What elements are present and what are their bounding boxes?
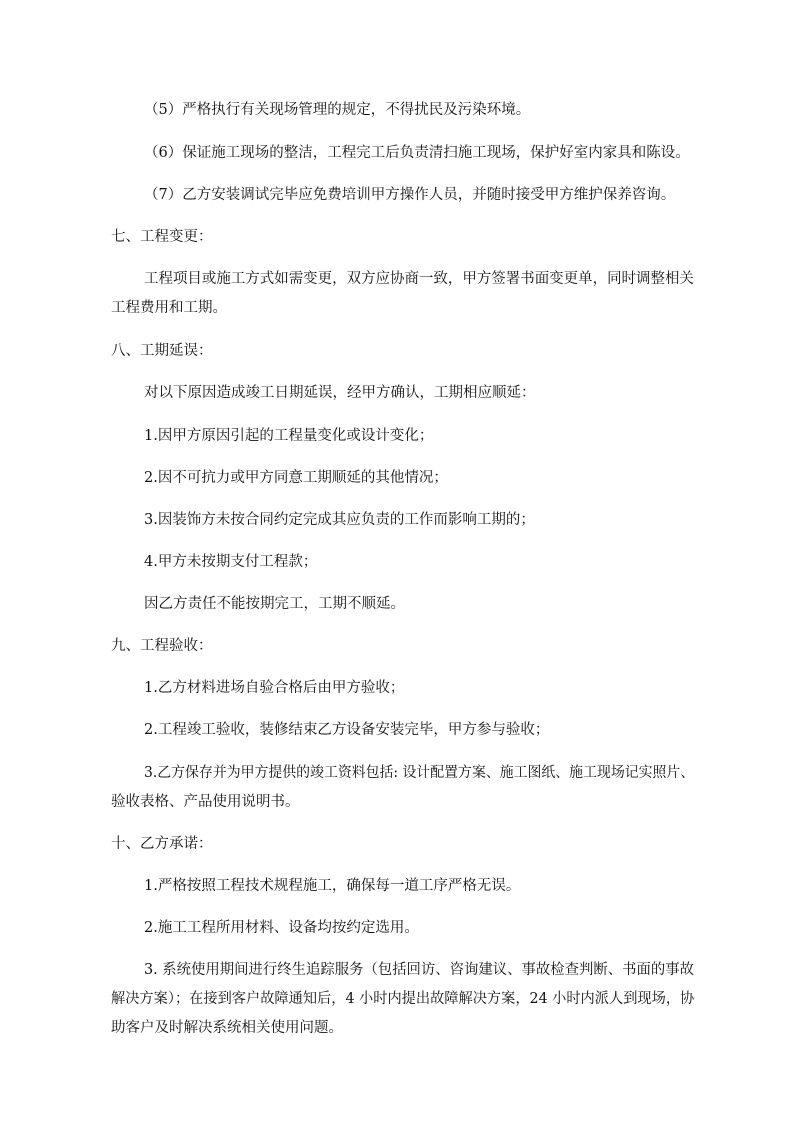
section7-body-line1: 工程项目或施工方式如需变更，双方应协商一致，甲方签署书面变更单，同时调整相关 (144, 271, 694, 287)
section8-heading: 八、工期延误： (111, 343, 213, 359)
section6-item-6: （6）保证施工现场的整洁，工程完工后负责清扫施工现场，保护好室内家具和陈设。 (144, 145, 690, 161)
section8-intro: 对以下原因造成竣工日期延误，经甲方确认，工期相应顺延： (144, 385, 536, 401)
section8-item-1: 1.因甲方原因引起的工程量变化或设计变化； (144, 428, 434, 444)
section9-heading: 九、工程验收： (111, 638, 213, 654)
section8-item-4: 4.甲方未按期支付工程款； (144, 554, 318, 570)
section10-item-3-line3: 助客户及时解决系统相关使用问题。 (111, 1020, 343, 1036)
section10-item-1: 1.严格按照工程技术规程施工，确保每一道工序严格无误。 (144, 878, 521, 894)
section9-item-3-line1: 3.乙方保存并为甲方提供的竣工资料包括: 设计配置方案、施工图纸、施工现场记实照片、 (144, 765, 695, 781)
section9-item-3-line2: 验收表格、产品使用说明书。 (111, 794, 300, 810)
section10-heading: 十、乙方承诺： (111, 836, 213, 852)
section6-item-7: （7）乙方安装调试完毕应免费培训甲方操作人员，并随时接受甲方维护保养咨询。 (144, 187, 676, 203)
section6-item-5: （5）严格执行有关现场管理的规定，不得扰民及污染环境。 (144, 102, 531, 118)
section9-item-1: 1.乙方材料进场自验合格后由甲方验收； (144, 680, 405, 696)
section8-item-2: 2.因不可抗力或甲方同意工期顺延的其他情况； (144, 470, 448, 486)
section9-item-2: 2.工程竣工验收，装修结束乙方设备安装完毕，甲方参与验收； (144, 722, 550, 738)
section8-closing: 因乙方责任不能按期完工，工期不顺延。 (144, 596, 405, 612)
section10-item-2: 2.施工工程所用材料、设备均按约定选用。 (144, 920, 419, 936)
section10-item-3-line1: 3. 系统使用期间进行终生追踪服务（包括回访、咨询建议、事故检查判断、书面的事故 (144, 962, 694, 978)
section10-item-3-line2: 解决方案）；在接到客户故障通知后，4 小时内提出故障解决方案，24 小时内派人到现场，协 (111, 991, 695, 1007)
section8-item-3: 3.因装饰方未按合同约定完成其应负责的工作而影响工期的； (144, 512, 535, 528)
section7-body-line2: 工程费用和工期。 (111, 300, 227, 316)
section7-heading: 七、工程变更： (111, 229, 213, 245)
